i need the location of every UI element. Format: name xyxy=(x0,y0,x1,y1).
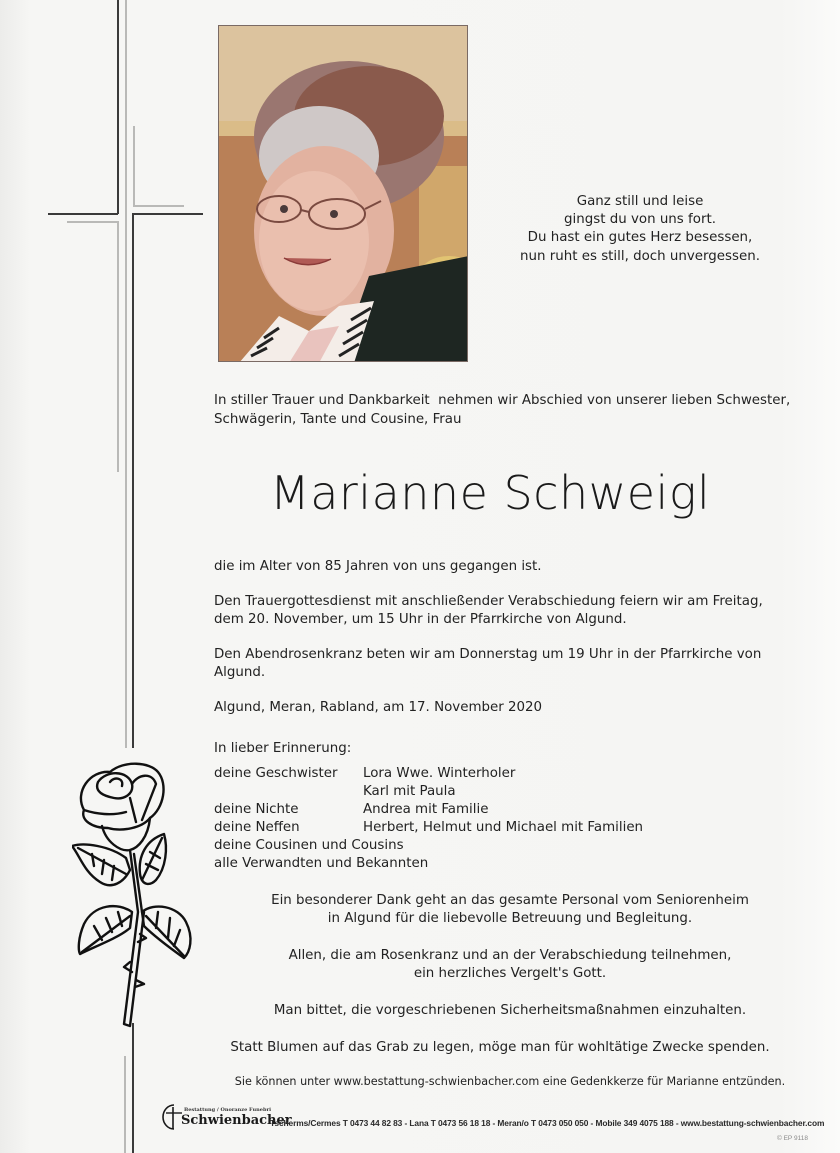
relative-names: Herbert, Helmut und Michael mit Familien xyxy=(363,820,644,835)
copyright-code: © EP 9118 xyxy=(777,1135,808,1142)
announcement-body xyxy=(214,558,794,734)
candle-note: Sie können unter www.bestattung-schwienbacher.com eine Gedenkkerze für Marianne entzünden. xyxy=(234,1075,786,1088)
relation-label: deine Nichte xyxy=(214,802,299,817)
portrait-photo xyxy=(218,25,468,362)
rosary-info xyxy=(214,646,794,682)
rosary-line: Den Abendrosenkranz beten wir am Donnerstag um 19 Uhr in der Pfarrkirche von xyxy=(214,647,762,662)
safety-note: Man bittet, die vorgeschriebenen Sicherheitsmaßnahmen einzuhalten. xyxy=(273,1003,747,1018)
funeral-home-footer xyxy=(162,1103,825,1133)
relation-label: deine Neffen xyxy=(214,820,300,835)
attendees-thanks-line: ein herzliches Vergelt's Gott. xyxy=(413,966,607,981)
intro-line: In stiller Trauer und Dankbarkeit nehmen wir Abschied von unserer lieben Schwester, xyxy=(214,393,791,408)
contact-info: Tscherms/Cermes T 0473 44 82 83 - Lana T 0473 56 18 18 - Meran/o T 0473 050 050 - Mobile 349 4075 188 - www.bestattung-schwienbacher.com xyxy=(270,1118,825,1128)
poem-line: nun ruht es still, doch unvergessen. xyxy=(520,248,760,264)
place-date: Algund, Meran, Rabland, am 17. November 2020 xyxy=(214,700,543,715)
relation-label xyxy=(214,783,363,801)
intro-line: Schwägerin, Tante und Cousine, Frau xyxy=(214,411,462,427)
staff-thanks-line: Ein besonderer Dank geht an das gesamte Personal vom Seniorenheim xyxy=(271,893,749,908)
funeral-line: dem 20. November, um 15 Uhr in der Pfarrkirche von Algund. xyxy=(214,612,627,627)
staff-thanks xyxy=(220,892,800,928)
age-line: die im Alter von 85 Jahren von uns gegangen ist. xyxy=(214,559,542,574)
donation-note: Statt Blumen auf das Grab zu legen, möge man für wohltätige Zwecke spenden. xyxy=(230,1040,770,1055)
logo-name: Schwienbacher xyxy=(181,1113,292,1128)
relative-row xyxy=(214,837,714,855)
funeral-info xyxy=(214,593,794,629)
remembrance-list xyxy=(214,740,714,873)
relative-row xyxy=(214,801,714,819)
relative-names: Lora Wwe. Winterholer xyxy=(363,766,516,781)
poem-line: Du hast ein gutes Herz besessen, xyxy=(527,230,753,246)
intro-text xyxy=(214,392,814,429)
relative-names: Andrea mit Familie xyxy=(363,802,489,817)
poem xyxy=(508,193,772,266)
logo-subtitle: Bestattung / Onoranze Funebri xyxy=(184,1107,272,1113)
rose-icon xyxy=(72,762,200,1042)
relation-label: alle Verwandten und Bekannten xyxy=(214,856,429,871)
relative-row xyxy=(214,765,714,783)
deceased-name: Marianne Schweigl xyxy=(270,466,711,520)
relative-row xyxy=(214,855,714,873)
funeral-line: Den Trauergottesdienst mit anschließender Verabschiedung feiern wir am Freitag, xyxy=(214,594,763,609)
relation-label: deine Geschwister xyxy=(214,766,338,781)
relative-row xyxy=(214,783,714,801)
poem-line: gingst du von uns fort. xyxy=(564,212,716,228)
attendees-thanks xyxy=(220,947,800,983)
relation-label: deine Cousinen und Cousins xyxy=(214,838,404,853)
poem-line: Ganz still und leise xyxy=(576,194,704,209)
attendees-thanks-line: Allen, die am Rosenkranz und an der Verabschiedung teilnehmen, xyxy=(288,948,732,963)
remembrance-heading: In lieber Erinnerung: xyxy=(214,741,352,756)
relative-row xyxy=(214,819,714,837)
relative-names: Karl mit Paula xyxy=(363,784,456,799)
staff-thanks-line: in Algund für die liebevolle Betreuung und Begleitung. xyxy=(327,911,693,926)
rosary-line: Algund. xyxy=(214,665,266,680)
